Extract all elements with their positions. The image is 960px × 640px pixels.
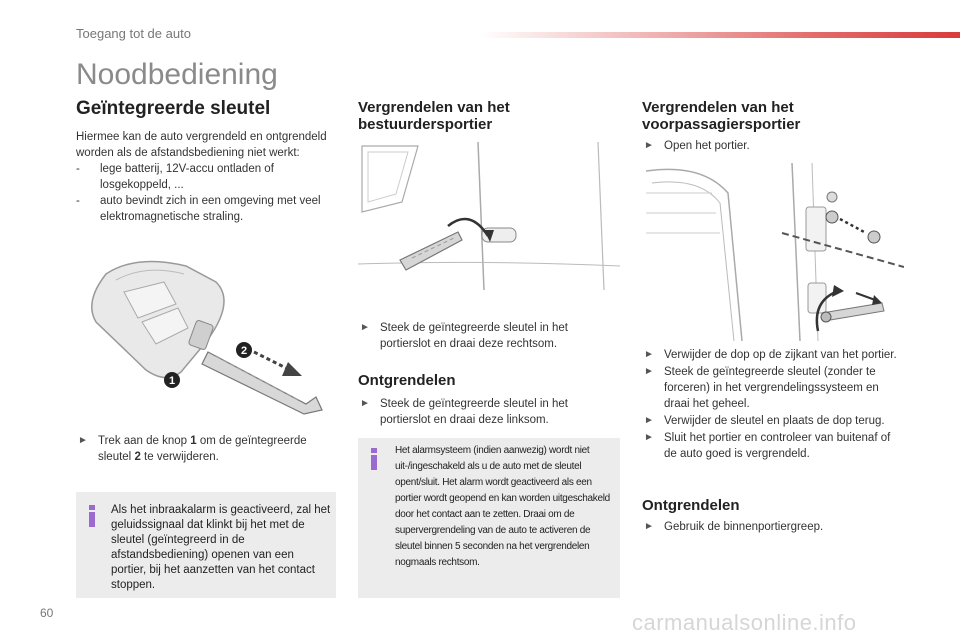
list-item: - auto bevindt zich in een omgeving met veel elektromagnetische straling.: [76, 193, 338, 225]
alarm-system-info-text: Het alarmsysteem (indien aanwezig) wordt niet uit-/ingeschakeld als u de auto met de sleutel opent/sluit. Het alarm wordt geactiveerd als een portier wordt geopend en kan worden uitgeschakeld door het contact aan te zetten. Draai om de supervergrendeling van de auto te activeren de sleutel binnen 5 seconden na het vergrendelen nogmaals rechtsom.: [395, 445, 610, 568]
driver-door-illustration: [358, 142, 620, 290]
header-accent-bar: [480, 32, 960, 38]
list-item: ► Verwijder de dop op de zijkant van het portier.: [644, 349, 897, 361]
alarm-system-info-box: [358, 438, 620, 598]
watermark: carmanualsonline.info: [632, 610, 857, 635]
page-number: 60: [40, 606, 54, 620]
page-title: Noodbediening: [76, 58, 278, 91]
bullet-arrow-icon: ►: [644, 415, 654, 426]
bullet-arrow-icon: ►: [360, 322, 370, 333]
intro-text: Hiermee kan de auto vergrendeld en ontgrendeld worden als de afstandsbediening niet werkt:: [76, 131, 327, 159]
integrated-key-heading: Geïntegreerde sleutel: [76, 98, 271, 119]
list-item: ► Steek de geïntegreerde sleutel (zonder te forceren) in het vergrendelingssysteem en draai het geheel.: [644, 366, 879, 410]
list-item: ► Trek aan de knop 1 om de geïntegreerde sleutel 2 te verwijderen.: [78, 435, 307, 463]
key-release-steps: [76, 433, 338, 466]
passenger-door-illustration: [642, 163, 904, 341]
bullet-arrow-icon: ►: [644, 140, 654, 151]
passenger-door-lock-heading: Vergrendelen van het voorpassagiersportier: [642, 99, 801, 133]
passenger-lock-steps: [642, 347, 906, 463]
key-blade-icon: [202, 352, 322, 414]
bullet-arrow-icon: ►: [78, 435, 88, 446]
list-item: ► Steek de geïntegreerde sleutel in het portierslot en draai deze rechtsom.: [360, 322, 568, 350]
bullet-arrow-icon: ►: [644, 366, 654, 377]
callout-2: [236, 342, 252, 358]
alarm-info-text: Als het inbraakalarm is geactiveerd, zal het geluidssignaal dat klinkt bij het met de sleutel (geïntegreerd in de afstandsbediening) openen van een portier, bij het aanzetten van het contact stoppen.: [111, 504, 331, 591]
bullet-arrow-icon: ►: [360, 398, 370, 409]
passenger-unlock-steps: [642, 519, 902, 536]
integrated-key-intro: [76, 129, 338, 225]
list-item: - lege batterij, 12V-accu ontladen of losgekoppeld, ...: [76, 161, 338, 193]
driver-door-lock-heading: Vergrendelen van het bestuurdersportier: [358, 99, 510, 133]
info-icon: [370, 448, 378, 470]
bullet-arrow-icon: ►: [644, 349, 654, 360]
svg-text:2: 2: [240, 345, 248, 357]
bullet-arrow-icon: ►: [644, 432, 654, 443]
reason-list: [76, 161, 338, 225]
passenger-pre-steps: [642, 138, 902, 155]
passenger-unlock-heading: Ontgrendelen: [642, 497, 740, 514]
list-item: ► Gebruik de binnenportiergreep.: [644, 521, 824, 533]
driver-unlock-heading: Ontgrendelen: [358, 372, 456, 389]
list-item: ► Open het portier.: [644, 140, 750, 152]
list-item: ► Steek de geïntegreerde sleutel in het portierslot en draai deze linksom.: [360, 398, 568, 426]
bullet-arrow-icon: ►: [644, 521, 654, 532]
driver-unlock-steps: [358, 396, 618, 429]
driver-lock-steps: [358, 320, 618, 353]
list-item: ► Sluit het portier en controleer van buitenaf of de auto goed is vergrendeld.: [644, 432, 891, 460]
callout-1: [164, 372, 180, 388]
info-icon: [88, 505, 96, 527]
section-header: Toegang tot de auto: [76, 26, 191, 41]
svg-text:1: 1: [168, 375, 176, 387]
alarm-info-box: [76, 492, 336, 598]
list-item: ► Verwijder de sleutel en plaats de dop terug.: [644, 415, 885, 427]
pull-arrow-icon: [254, 352, 302, 376]
remote-key-illustration: [76, 252, 340, 422]
